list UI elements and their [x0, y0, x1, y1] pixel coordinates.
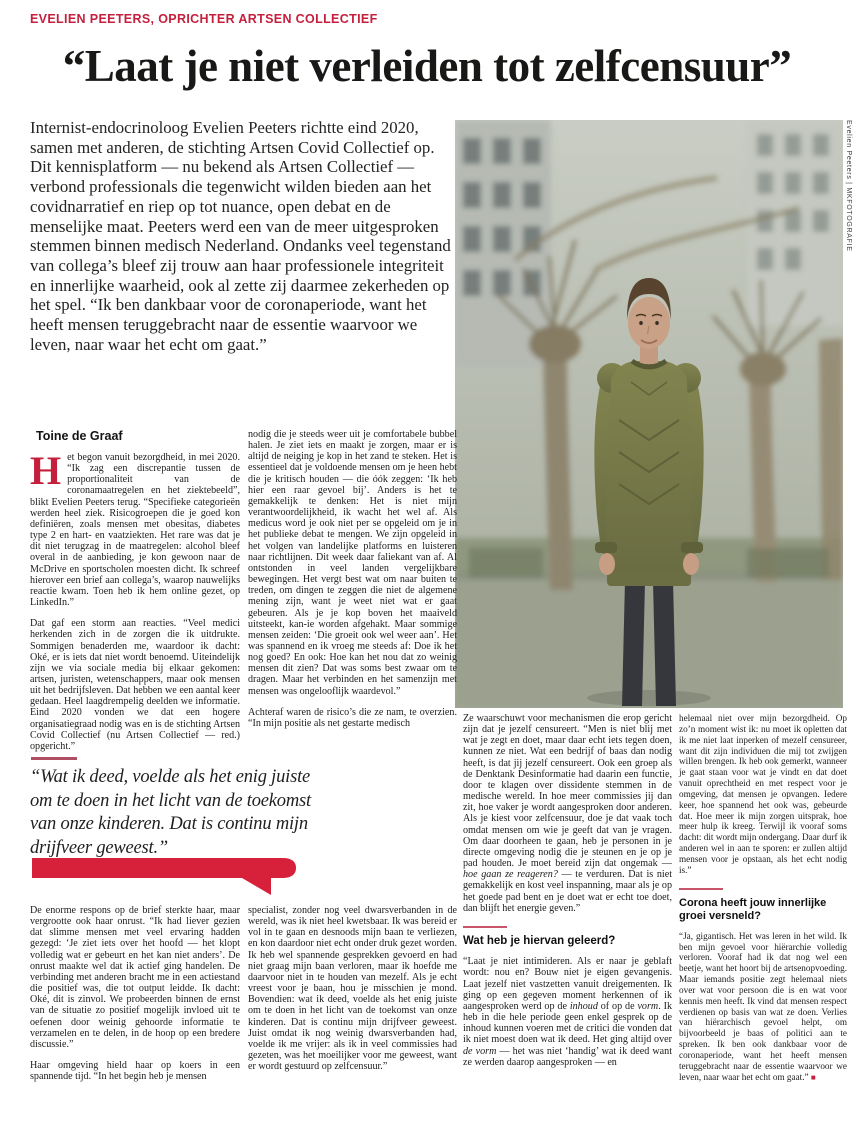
- headline: “Laat je niet verleiden tot zelfcensuur”: [62, 41, 792, 91]
- end-mark: ■: [810, 1072, 816, 1082]
- body-paragraph: “Laat je niet intimideren. Als er naar je geblaft wordt: nou en? Bouw niet je eigen gevangenis. Laat jezelf niet vastzetten vanuit dreigementen. Ik ging op een gegeven moment herkennen of ik aangesproken werd op de inhoud of op de vorm. Ik heb in die hele periode geen enkel gesprek op de inhoud kunnen voeren met de critici die vonden dat ik niet moest doen wat ik deed. Het ging altijd over de vorm — het was niet ‘handig’ wat ik deed want ze werden daarop aangesproken — en: [463, 956, 673, 1068]
- subhead-rule: [679, 888, 723, 890]
- body-paragraph: Haar omgeving hield haar op koers in een spannende tijd. “In het begin heb je mensen: [30, 1060, 240, 1083]
- body-paragraph: nodig die je steeds weer uit je comfortabele bubbel halen. Je ziet iets en maakt je zorgen, maar er is altijd de neiging je kop in het zand te steken. Het is essentieel dat je voldoende mensen om je heen hebt die je kritisch houden — die óók zeggen: ‘Ik heb hier een raar gevoel bij’. Anders is het te gemakkelijk te denken: Het is niet mijn verantwoordelijkheid, ik wacht het wel af. Als medicus word je ook niet per se opgeleid om je in het publieke debat te mengen. We zijn opgeleid in het volgen van landelijke platforms en luisteren naar richtlijnen. Dit week daar faliekant van af. Al ontstonden in veel landen vergelijkbare bewegingen. Het vergt best wat om naar buiten te treden, om dingen te zeggen die niet de algemene mening zijn, want je weet niet wat er gaat gebeuren. Als je je kop boven het maaiveld uitsteekt, kan-ie worden afgehakt. Maar sommige mensen zeiden: ‘Die groeit ook wel weer aan’. Het was spannend en ik vroeg me steeds af: Doe ik het nog goed? En ook: Hoe kan het nou dat zo weinig mensen dit zien? Dat was soms best zwaar om te dragen. Maar het verbinden en het samenzijn met mensen was ongelooflijk waardevol.”: [248, 429, 457, 697]
- body-paragraph: specialist, zonder nog veel dwarsverbanden in de wereld, was ik niet heel kwetsbaar. Ik was bereid er vol in te gaan en desnoods mijn baan te verliezen, en kon daardoor niet echt onder druk gezet worden. Ik heb wel spannende gesprekken gevoerd en had niet graag mijn baan verloren, maar ik hoefde me daarvoor niet in te houden van mezelf. Als je echt vreest voor je baan, hou je misschien je mond. Bovendien: wat ik deed, voelde als het enig juiste om te doen in het licht van de toekomst van onze kinderen. Dat is continu mijn drijfveer geweest. Juist omdat ik nog weinig dwarsverbanden had, voelde ik me vrijer: als ik in veel commissies had gezeten, was het moeilijker voor me geweest, want er wordt gestuurd op zelfcensuur.”: [248, 905, 457, 1073]
- column-2-bottom: [248, 905, 457, 1082]
- subhead-question: Wat heb je hiervan geleerd?: [463, 934, 616, 947]
- body-paragraph: De enorme respons op de brief sterkte haar, maar vergrootte ook haar onrust. “Ik had liever gezien dat slimme mensen met veel ervaring hadden gezegd: ‘Je ziet iets over het hoofd — het klopt volledig wat er gebeurt en het kan niet anders’. De onrust maakte wel dat ik actief ging handelen. De verbinding met anderen bracht me in een actiestand die positief was, die tot output leidde. Ik dacht: Oké, dit is zinvol. We probeerden binnen de ernst van de situatie zo positief mogelijk invloed uit te oefenen door weinig gehoorde informatie te verzamelen en te delen, in de hoop op een bredere discussie.”: [30, 905, 240, 1050]
- subhead-rule: [463, 926, 507, 928]
- drop-cap: H: [30, 448, 62, 493]
- pull-quote: “Wat ik deed, voelde als het enig juiste om te doen in het licht van de toekomst van onze kinderen. Dat is continu mijn drijfveer geweest.”: [30, 767, 311, 858]
- body-paragraph: Ze waarschuwt voor mechanismen die erop gericht zijn dat je jezelf censureert. “Men is niet blij met wat je zegt en doet, maar daar echt iets tegen doen, kunnen ze niet. Wat een bedrijf of baas dan nodig heeft, is dat jij jezelf censureert. Ook een groep als de Denktank Desinformatie had daarin een functie, door te klagen over dissidente stemmen in de medische wereld. In hoe meer commissies jij dan zit, hoe vaker je wordt aangesproken door anderen. Als je kiest voor zelfcensuur, doe je dat vaak toch omdat mensen om wie je geeft dat van je vragen. Om daar doorheen te gaan, heb je personen in je directe omgeving nodig die je steunen en je op je pad houden. Je moet bereid zijn dat ongemak — hoe gaan ze reageren? — te verduren. Dat is niet gemakkelijk en kost veel inspanning, maar als je op het goede pad bent en je doet wat er echt toe doet, dan blijft het energie geven.”: [463, 713, 673, 914]
- column-2-top: [248, 429, 457, 739]
- body-paragraph: helemaal niet over mijn bezorgdheid. Op zo’n moment wist ik: nu moet ik opletten dat ik me niet laat inperken of mezelf censureer, want dit zijn individuen die mij tot zwijgen willen brengen. Ik heb ook gemerkt, wanneer je gaat staan voor wat je vindt en dat doet vanuit oprechtheid en met respect voor je omgeving, dat mensen je opvangen. Iedere keer, hoe spannend het ook was, gebeurde dat. Hoe meer ik mijn zorgen uitsprak, hoe meer hulp ik kreeg. Terwijl ik vooraf soms dacht: dit wordt mijn ondergang. Daar durf ik anderen wel in aan te sporen: er zullen altijd mensen voor je opstaan, als het echt nodig is.”: [679, 713, 847, 875]
- column-1-bottom: [30, 905, 240, 1092]
- photo-credit: Evelien Peeters | MKFOTOGRAFIE: [845, 120, 852, 252]
- subhead-question: Corona heeft jouw innerlijke groei versneld?: [679, 896, 827, 922]
- pull-quote-rule: [31, 757, 77, 760]
- author-byline: Toine de Graaf: [36, 429, 123, 443]
- body-paragraph: Het begon vanuit bezorgdheid, in mei 2020. “Ik zag een discrepantie tussen de proportionaliteit van de coronamaatregelen en het ziektebeeld”, blikt Evelien Peeters terug. “Specifieke categorieën werden heel ziek. Risicogroepen die je goed kon definiëren, zoals mensen met obesitas, diabetes type 2 en hart- en vaatziekten. Het rare was dat je dit niet terugzag in de maatregelen: alcohol bleef overal in de aanbieding, je kon gewoon naar de McDrive en sportscholen moesten dicht. Ik schreef hierover een brief aan collega’s, waarop nauwelijks reactie kwam. Toen heb ik hem online gezet, op LinkedIn.”: [30, 448, 240, 609]
- column-1-top: [30, 448, 240, 762]
- portrait-photo: [455, 120, 843, 708]
- body-paragraph: Achteraf waren de risico’s die ze nam, te overzien. “In mijn positie als net gestarte medisch: [248, 706, 457, 729]
- speech-bubble-graphic: [30, 857, 298, 904]
- body-paragraph: Dat gaf een storm aan reacties. “Veel medici herkenden zich in de zorgen die ik uitdrukte. Sommigen benaderden me, waardoor ik dacht: Oké, er is iets dat niet wordt benoemd. Uiteindelijk zijn we via sociale media bij elkaar gekomen: artsen, juristen, wetenschappers, maar ook mensen uit het bedrijfsleven. Dat hebben we een aantal keer gedaan. Heel laagdrempelig deelden we informatie. Eind 2020 vonden we dat een hogere organisatiegraad nodig was en is de stichting Artsen Covid Collectief (nu Artsen Collectief — red.) opgericht.”: [30, 618, 240, 752]
- body-paragraph: “Ja, gigantisch. Het was leren in het wild. Ik ben mijn gevoel voor hiërarchie volledig verloren. Vooraf had ik dat nog wel een beetje, want het hoort bij de artsenopvoeding. Maar iemands positie zegt helemaal niets over wat voor persoon die is en wat voor kennis men heeft. Ik vind dat mensen respect verdienen op basis van wat ze doen. Verlies van hiërarchisch gevoel helpt, om bijvoorbeeld je baas of politici aan te spreken. Ik ben ook dankbaar voor de coronaperiode, want het heeft mensen teruggebracht naar de essentie waarvoor we leven, naar waar het echt om gaat.” ■: [679, 930, 847, 1082]
- intro-paragraph: Internist-endocrinoloog Evelien Peeters richtte eind 2020, samen met anderen, de stichting Artsen Covid Collectief op. Dit kennisplatform — nu bekend als Artsen Collectief — verbond professionals die tegenwicht wilden bieden aan het covidnarratief en riep op tot nuance, open debat en de menselijke maat. Peeters werd een van de meer uitgesproken stemmen binnen medisch Nederland. Ondanks veel tegenstand van collega’s bleef zij trouw aan haar professionele integriteit en innerlijke waarheid, ook al zette zij daarmee zekerheden op het spel. “Ik ben dankbaar voor de coronaperiode, want het heeft mensen teruggebracht naar de essentie waarvoor we leven, naar waar het echt om gaat.”: [30, 118, 451, 354]
- column-3: [463, 713, 672, 1078]
- kicker: EVELIEN PEETERS, OPRICHTER ARTSEN COLLECTIEF: [30, 12, 378, 26]
- column-4: [679, 713, 847, 1093]
